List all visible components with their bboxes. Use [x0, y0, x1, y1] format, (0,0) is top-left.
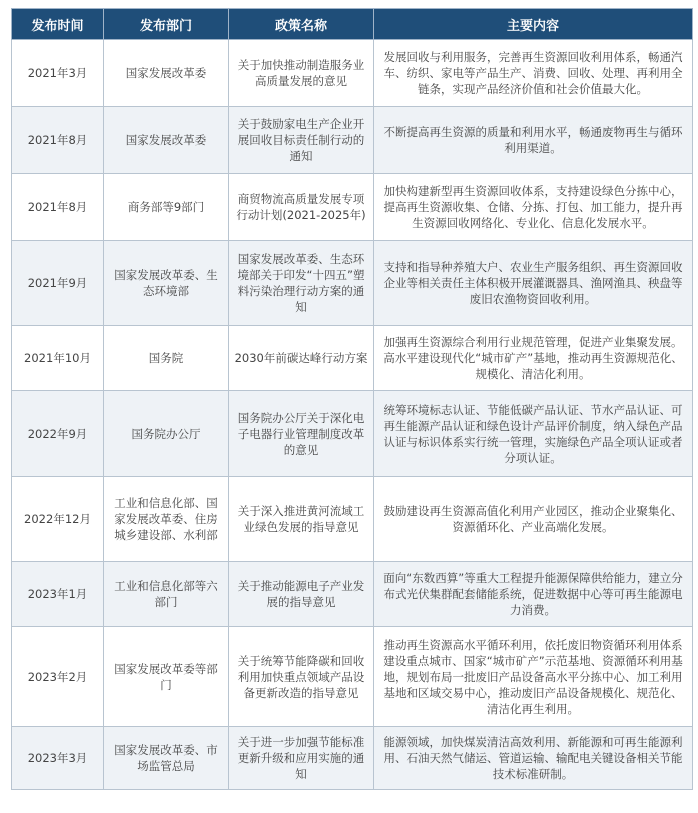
header-policy-name: 政策名称	[229, 9, 374, 40]
table-row	[12, 562, 693, 627]
cell-main-content: 统筹环境标志认证、节能低碳产品认证、节水产品认证、可再生能源产品认证和绿色设计产品评价制度，纳入绿色产品认证与标识体系实行统一管理，实施绿色产品全项认证或者分项认证。	[374, 391, 693, 477]
cell-date: 2021年8月	[12, 174, 104, 241]
cell-policy-name: 关于推动能源电子产业发展的指导意见	[229, 562, 374, 627]
cell-date: 2021年10月	[12, 326, 104, 391]
cell-date: 2022年12月	[12, 477, 104, 562]
table-row	[12, 391, 693, 477]
cell-department: 国家发展改革委	[104, 107, 229, 174]
cell-main-content: 推动再生资源高水平循环利用，依托废旧物资循环利用体系建设重点城市、国家“城市矿产”示范基地、资源循环利用基地，规划布局一批废旧产品设备高水平分拣中心、加工利用基地和区域交易中心，推动废旧产品设备规模化、规范化、清洁化再生利用。	[374, 627, 693, 727]
cell-policy-name: 关于鼓励家电生产企业开展回收目标责任制行动的通知	[229, 107, 374, 174]
table-row	[12, 477, 693, 562]
policy-table-container	[11, 8, 692, 790]
cell-date: 2023年1月	[12, 562, 104, 627]
cell-main-content: 加强再生资源综合利用行业规范管理，促进产业集聚发展。高水平建设现代化“城市矿产”基地，推动再生资源规范化、规模化、清洁化利用。	[374, 326, 693, 391]
table-row	[12, 174, 693, 241]
cell-main-content: 能源领域，加快煤炭清洁高效利用、新能源和可再生能源利用、石油天然气储运、管道运输、输配电关键设备相关节能技术标准研制。	[374, 727, 693, 790]
policy-table	[11, 8, 693, 790]
cell-main-content: 鼓励建设再生资源高值化利用产业园区，推动企业聚集化、资源循环化、产业高端化发展。	[374, 477, 693, 562]
cell-policy-name: 2030年前碳达峰行动方案	[229, 326, 374, 391]
cell-date: 2022年9月	[12, 391, 104, 477]
cell-department: 国家发展改革委、生态环境部	[104, 241, 229, 326]
header-main-content: 主要内容	[374, 9, 693, 40]
cell-policy-name: 关于加快推动制造服务业高质量发展的意见	[229, 40, 374, 107]
cell-department: 商务部等9部门	[104, 174, 229, 241]
table-row	[12, 40, 693, 107]
cell-department: 国家发展改革委	[104, 40, 229, 107]
cell-main-content: 不断提高再生资源的质量和利用水平，畅通废物再生与循环利用渠道。	[374, 107, 693, 174]
table-row	[12, 107, 693, 174]
table-row	[12, 627, 693, 727]
cell-department: 国家发展改革委、市场监管总局	[104, 727, 229, 790]
cell-date: 2021年3月	[12, 40, 104, 107]
cell-policy-name: 关于统筹节能降碳和回收利用加快重点领域产品设备更新改造的指导意见	[229, 627, 374, 727]
cell-department: 工业和信息化部、国家发展改革委、住房城乡建设部、水利部	[104, 477, 229, 562]
header-department: 发布部门	[104, 9, 229, 40]
cell-department: 国家发展改革委等部门	[104, 627, 229, 727]
table-row	[12, 241, 693, 326]
table-header-row	[12, 9, 693, 40]
table-row	[12, 326, 693, 391]
cell-policy-name: 国务院办公厅关于深化电子电器行业管理制度改革的意见	[229, 391, 374, 477]
cell-main-content: 面向“东数西算”等重大工程提升能源保障供给能力，建立分布式光伏集群配套储能系统，促进数据中心等可再生能源电力消费。	[374, 562, 693, 627]
header-date: 发布时间	[12, 9, 104, 40]
cell-policy-name: 商贸物流高质量发展专项行动计划(2021-2025年)	[229, 174, 374, 241]
cell-policy-name: 国家发展改革委、生态环境部关于印发“十四五”塑料污染治理行动方案的通知	[229, 241, 374, 326]
cell-policy-name: 关于深入推进黄河流域工业绿色发展的指导意见	[229, 477, 374, 562]
cell-department: 工业和信息化部等六部门	[104, 562, 229, 627]
cell-date: 2023年2月	[12, 627, 104, 727]
cell-department: 国务院办公厅	[104, 391, 229, 477]
cell-policy-name: 关于进一步加强节能标准更新升级和应用实施的通知	[229, 727, 374, 790]
cell-main-content: 加快构建新型再生资源回收体系，支持建设绿色分拣中心，提高再生资源收集、仓储、分拣、打包、加工能力，提升再生资源回收网络化、专业化、信息化发展水平。	[374, 174, 693, 241]
cell-date: 2021年9月	[12, 241, 104, 326]
cell-date: 2021年8月	[12, 107, 104, 174]
cell-department: 国务院	[104, 326, 229, 391]
cell-main-content: 支持和指导种养殖大户、农业生产服务组织、再生资源回收企业等相关责任主体积极开展灌溉器具、渔网渔具、秧盘等废旧农渔物资回收利用。	[374, 241, 693, 326]
cell-main-content: 发展回收与利用服务，完善再生资源回收利用体系，畅通汽车、纺织、家电等产品生产、消费、回收、处理、再利用全链条，实现产品经济价值和社会价值最大化。	[374, 40, 693, 107]
table-row	[12, 727, 693, 790]
cell-date: 2023年3月	[12, 727, 104, 790]
